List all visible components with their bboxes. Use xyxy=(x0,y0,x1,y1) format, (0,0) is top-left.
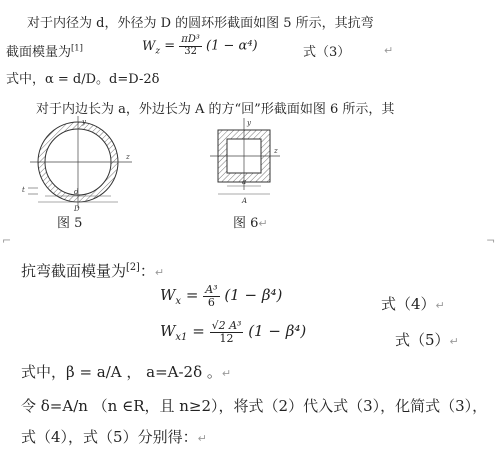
formula-lhs: $W_{x1}$ xyxy=(160,322,188,344)
page-corner-mark-left: ⌐ xyxy=(2,234,12,247)
text-line-bending-modulus: 抗弯截面模量为[2]：↵ xyxy=(21,262,165,280)
label-D: D xyxy=(74,205,80,213)
figure-5-annulus-diagram xyxy=(8,114,148,214)
formula-5: $W_{x1}$ = $\frac{\text{√2 A³}}{12}$ (1 − β⁴) xyxy=(160,319,307,345)
page-break xyxy=(0,234,500,254)
formula-lhs: $W_z$ xyxy=(142,38,161,57)
formula-fraction: $\frac{\text{A³}}{6}$ xyxy=(205,283,218,309)
formula-fraction: $\frac{\text{πD³}}{32}$ xyxy=(181,34,200,57)
citation-ref: [1] xyxy=(71,42,83,53)
page-corner-mark-right: ¬ xyxy=(486,234,496,247)
text-line-delta-substitution: 令 δ=A/n （n ∈R，且 n≥2），将式（2）代入式（3），化简式（3）， xyxy=(21,397,488,415)
text-line-square-intro: 对于内边长为 a，外边长为 A 的方“回”形截面如图 6 所示，其 xyxy=(36,102,395,117)
label-d: d xyxy=(74,188,79,196)
text-line-results: 式（4），式（5）分别得：↵ xyxy=(21,428,207,446)
text-line-intro-annulus: 对于内径为 d，外径为 D 的圆环形截面如图 5 所示，其抗弯 xyxy=(27,16,374,31)
figure-6-caption: 图 6↵ xyxy=(233,216,268,231)
text-line-beta-definition: 式中，β = a/A ， a=A-2δ 。↵ xyxy=(21,363,232,381)
label-a: a xyxy=(242,178,247,186)
formula-fraction: $\frac{\text{√2 A³}}{12}$ xyxy=(211,319,242,345)
label-A: A xyxy=(242,197,248,205)
formula-4: $W_x$ = $\frac{\text{A³}}{6}$ (1 − β⁴) xyxy=(160,283,283,309)
label-z: z xyxy=(126,153,130,161)
label-t: t xyxy=(22,186,25,194)
label-y: y xyxy=(247,119,251,127)
formula-label-5: 式（5）↵ xyxy=(395,331,459,349)
paragraph-mark: ↵ xyxy=(384,44,394,57)
text-line-alpha-definition: 式中，α = d/D。d=D-2δ xyxy=(6,72,160,87)
formula-label-4: 式（4）↵ xyxy=(381,295,445,313)
citation-ref: [2] xyxy=(126,262,140,273)
label-z: z xyxy=(274,147,278,155)
label-y: y xyxy=(82,118,86,126)
formula-label-3: 式（3） xyxy=(303,45,351,60)
figure-6-square-diagram xyxy=(208,116,288,212)
figure-5-caption: 图 5 xyxy=(57,216,83,231)
formula-3: $W_z$ = $\frac{\text{πD³}}{32}$ (1 − α⁴) xyxy=(142,34,258,57)
text-line-section-modulus: 截面模量为[1] xyxy=(6,42,83,60)
formula-lhs: $W_x$ xyxy=(160,286,182,308)
